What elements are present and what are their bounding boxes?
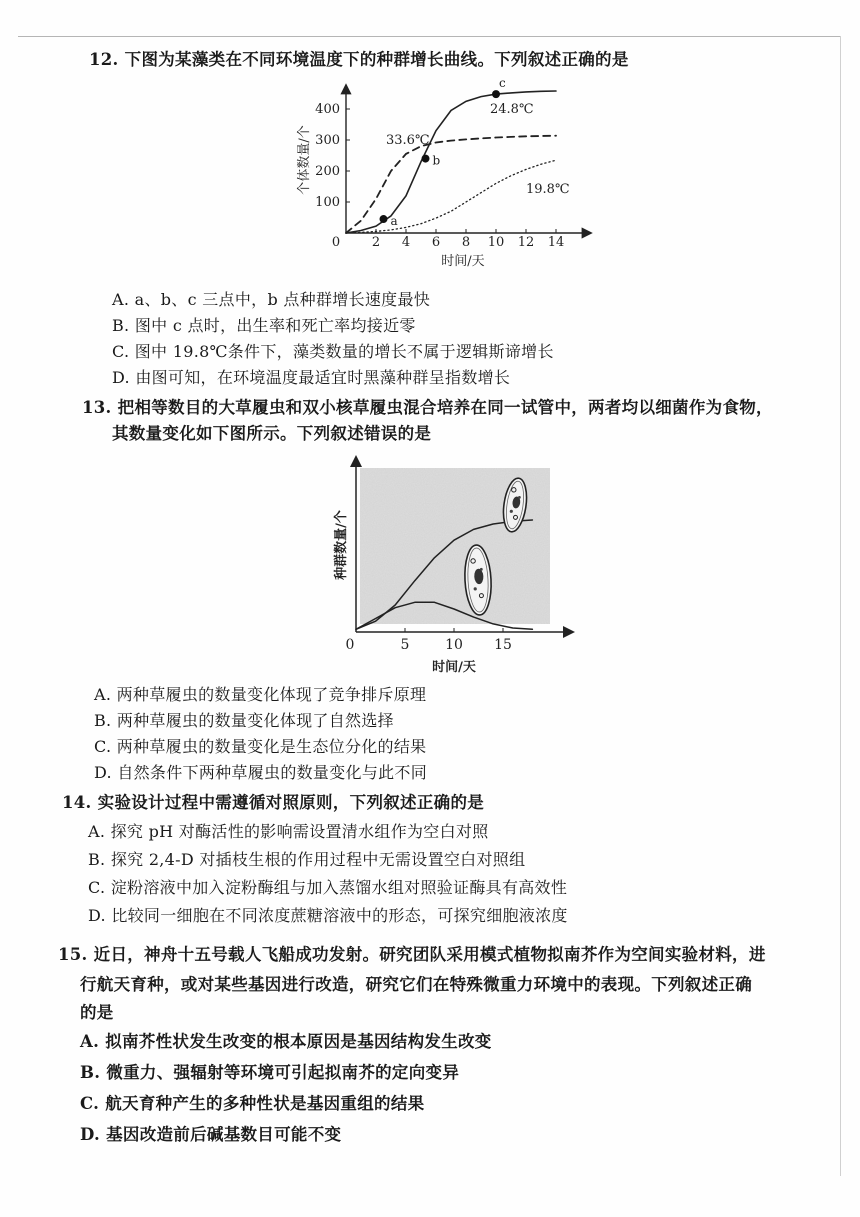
q13-stem-line2: 其数量变化如下图所示。下列叙述错误的是 [112, 424, 432, 443]
q13-stem-line1: 13. 把相等数目的大草履虫和双小核草履虫混合培养在同一试管中，两者均以细菌作为食物， [82, 398, 773, 417]
q15-option-d: D. 基因改造前后碱基数目可能不变 [80, 1125, 342, 1144]
chart1-y-tick-label: 100 [315, 195, 340, 210]
chart1-series-label-1: 33.6℃ [386, 133, 430, 148]
chart2-x-tick-label: 0 [345, 637, 355, 653]
q15-option-c: C. 航天育种产生的多种性状是基因重组的结果 [80, 1094, 425, 1113]
chart2-x-axis-label: 时间/天 [432, 660, 476, 675]
q12-option-b: B. 图中 c 点时，出生率和死亡率均接近零 [112, 316, 416, 335]
chart1-y-tick-label: 300 [315, 133, 340, 148]
q14-option-d: D. 比较同一细胞在不同浓度蔗糖溶液中的形态，可探究细胞液浓度 [88, 906, 568, 925]
chart1-x-tick-label: 10 [487, 235, 505, 250]
chart1-x-tick-label: 12 [517, 235, 535, 250]
q15-stem-line2: 行航天育种，或对某些基因进行改造，研究它们在特殊微重力环境中的表现。下列叙述正确 [80, 975, 752, 994]
q14-option-b: B. 探究 2,4-D 对插枝生根的作用过程中无需设置空白对照组 [88, 850, 526, 869]
q15-stem-line3: 的是 [80, 1003, 114, 1022]
q12-stem: 12. 下图为某藻类在不同环境温度下的种群增长曲线。下列叙述正确的是 [89, 50, 629, 69]
q12-option-d: D. 由图可知，在环境温度最适宜时黑藻种群呈指数增长 [112, 368, 511, 387]
chart1-x-axis-label: 时间/天 [441, 254, 485, 269]
q15-option-a: A. 拟南芥性状发生改变的根本原因是基因结构发生改变 [80, 1032, 492, 1051]
chart1-point-b [422, 155, 430, 163]
chart2-x-tick-label: 5 [400, 637, 410, 653]
chart1-point-a [380, 215, 388, 223]
chart2-x-tick-label: 10 [445, 637, 463, 653]
chart1-point-label-b: b [432, 153, 441, 168]
q13-option-b: B. 两种草履虫的数量变化体现了自然选择 [94, 711, 394, 730]
chart1-point-label-c: c [499, 76, 506, 91]
q12-option-c: C. 图中 19.8℃条件下，藻类数量的增长不属于逻辑斯谛增长 [112, 342, 554, 361]
chart1-point-label-a: a [390, 214, 398, 229]
chart2-x-tick-label: 15 [494, 637, 512, 653]
q12-option-a: A. a、b、c 三点中，b 点种群增长速度最快 [112, 290, 431, 309]
chart1-x-tick-label: 2 [371, 235, 381, 250]
q14-stem: 14. 实验设计过程中需遵循对照原则，下列叙述正确的是 [62, 793, 485, 812]
chart1-x-tick-label: 4 [401, 235, 411, 250]
chart1-x-tick-label: 0 [331, 235, 341, 250]
q14-option-c: C. 淀粉溶液中加入淀粉酶组与加入蒸馏水组对照验证酶具有高效性 [88, 878, 568, 897]
chart1-series-label-0: 24.8℃ [490, 102, 534, 117]
chart1-x-tick-label: 14 [547, 235, 565, 250]
chart2-y-axis-label: 种群数量/个 [334, 510, 349, 580]
q15-option-b: B. 微重力、强辐射等环境可引起拟南芥的定向变异 [80, 1063, 460, 1082]
q13-option-d: D. 自然条件下两种草履虫的数量变化与此不同 [94, 763, 428, 782]
q13-option-c: C. 两种草履虫的数量变化是生态位分化的结果 [94, 737, 427, 756]
chart1-y-tick-label: 200 [315, 164, 340, 179]
chart1-series-line-1 [346, 136, 556, 233]
page-top-border [18, 36, 840, 37]
chart1-y-axis-label: 个体数量/个 [297, 125, 312, 195]
chart-paramecium-competition [0, 445, 860, 680]
q13-option-a: A. 两种草履虫的数量变化体现了竞争排斥原理 [94, 685, 427, 704]
chart1-x-tick-label: 8 [461, 235, 471, 250]
chart1-point-c [492, 90, 500, 98]
chart1-series-label-2: 19.8℃ [526, 182, 570, 197]
chart1-y-tick-label: 400 [315, 102, 340, 117]
chart1-x-tick-label: 6 [431, 235, 441, 250]
q15-stem-line1: 15. 近日，神舟十五号载人飞船成功发射。研究团队采用模式植物拟南芥作为空间实验材料，进 [58, 945, 766, 964]
q14-option-a: A. 探究 pH 对酶活性的影响需设置清水组作为空白对照 [88, 822, 489, 841]
